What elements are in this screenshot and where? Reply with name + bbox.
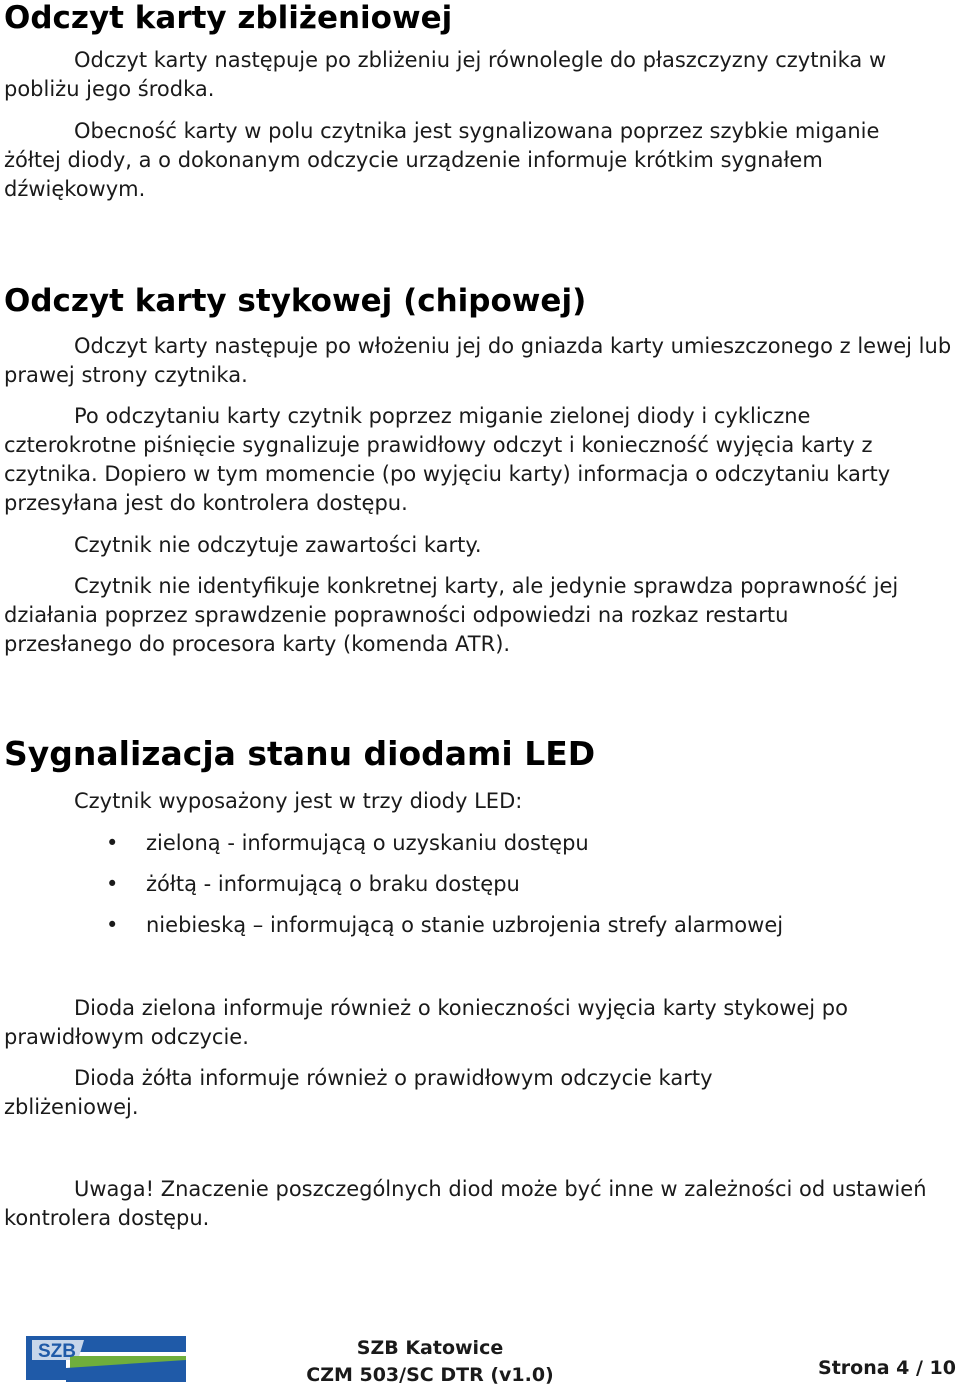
paragraph-contact-4: Czytnik nie identyfikuje konkretnej karty, ale jedynie sprawdza poprawność jej działania poprzez sprawdzenie poprawności odpowiedzi na rozkaz restartu przesłanego do procesora karty (komenda ATR). bbox=[4, 574, 899, 656]
heading-led-signaling: Sygnalizacja stanu diodami LED bbox=[4, 734, 596, 773]
paragraph-contact-2: Po odczytaniu karty czytnik poprzez miganie zielonej diody i cykliczne czterokrotne piśnięcie sygnalizuje prawidłowy odczyt i konieczność wyjęcia karty z czytnika. Dopiero w tym momencie (po wyjęciu karty) informacja o odczytaniu karty przesyłana jest do kontrolera dostępu. bbox=[4, 404, 891, 515]
paragraph-led-green: Dioda zielona informuje również o konieczności wyjęcia karty stykowej po prawidłowym odczycie. bbox=[4, 996, 848, 1049]
paragraph-contact-3: Czytnik nie odczytuje zawartości karty. bbox=[74, 533, 482, 557]
footer-company: SZB Katowice bbox=[356, 1337, 504, 1359]
szb-logo bbox=[26, 1330, 186, 1386]
paragraph-led-intro: Czytnik wyposażony jest w trzy diody LED: bbox=[74, 789, 523, 813]
paragraph-contact-1: Odczyt karty następuje po włożeniu jej do gniazda karty umieszczonego z lewej lub prawej strony czytnika. bbox=[4, 334, 952, 387]
paragraph-led-note: Uwaga! Znaczenie poszczególnych diod może być inne w zależności od ustawień kontrolera dostępu. bbox=[4, 1177, 927, 1230]
page-number: Strona 4 / 10 bbox=[818, 1357, 956, 1379]
bullet-icon: • bbox=[106, 913, 119, 937]
paragraph-led-yellow: Dioda żółta informuje również o prawidłowym odczycie karty zbliżeniowej. bbox=[4, 1066, 713, 1119]
heading-proximity-card: Odczyt karty zbliżeniowej bbox=[4, 0, 453, 36]
footer-doc-id: CZM 503/SC DTR (v1.0) bbox=[306, 1364, 554, 1386]
logo-text: SZB bbox=[38, 1341, 76, 1362]
paragraph-proximity-1: Odczyt karty następuje po zbliżeniu jej równolegle do płaszczyzny czytnika w pobliżu jego środka. bbox=[4, 48, 887, 101]
paragraph-proximity-2: Obecność karty w polu czytnika jest sygnalizowana poprzez szybkie miganie żółtej diody, a o dokonanym odczycie urządzenie informuje krótkim sygnałem dźwiękowym. bbox=[4, 119, 880, 201]
heading-contact-card: Odczyt karty stykowej (chipowej) bbox=[4, 283, 587, 319]
bullet-icon: • bbox=[106, 872, 119, 896]
bullet-icon: • bbox=[106, 831, 119, 855]
